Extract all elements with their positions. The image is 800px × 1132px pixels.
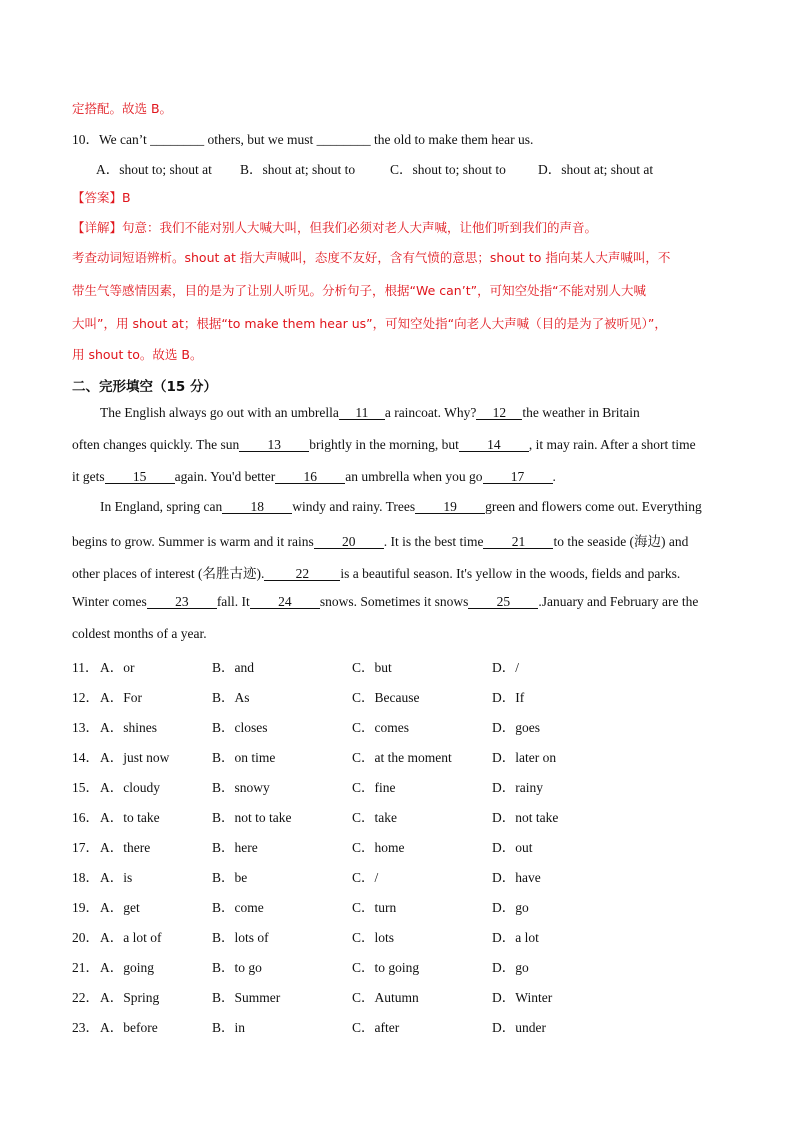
passage-text: the weather in Britain (522, 405, 640, 420)
passage-line-4 (100, 499, 702, 515)
question-number: 13． (72, 720, 99, 735)
question-option: A．is (100, 870, 133, 885)
question-option: A．before (100, 1020, 158, 1035)
passage-text: again. You'd better (174, 469, 276, 484)
q10-detail-line-5: 用 shout to。故选 B。 (72, 347, 203, 362)
question-number: 23． (72, 1020, 99, 1035)
question-option: A．going (100, 960, 154, 975)
question-option: B．As (212, 690, 250, 705)
passage-text: green and flowers come out. Everything (485, 499, 702, 514)
q10-option-d: D．shout at; shout at (538, 162, 654, 177)
question-option: A．a lot of (100, 930, 162, 945)
q10-detail-line-3: 带生气等感情因素，目的是为了让别人听见。分析句子，根据“We can’t”，可知空处指“不能对别人大喊 (72, 283, 647, 298)
question-number: 22． (72, 990, 99, 1005)
passage-text: The English always go out with an umbrella (100, 405, 339, 420)
blank-13: 13 (239, 438, 309, 452)
section-title: 二、完形填空（15 分） (72, 379, 217, 395)
passage-text: . It is the best time (383, 534, 484, 549)
q10-option-c: C．shout to; shout to (390, 162, 506, 177)
question-option: D．If (492, 690, 525, 705)
question-option: A．or (100, 660, 135, 675)
question-option: D．rainy (492, 780, 543, 795)
question-option: C．/ (352, 870, 379, 885)
question-option: B．Summer (212, 990, 281, 1005)
question-number: 16． (72, 810, 99, 825)
question-option: B．in (212, 1020, 246, 1035)
question-10-stem: 10．We can’t ________ others, but we must ________ the old to make them hear us. (72, 132, 534, 147)
question-option: B．closes (212, 720, 268, 735)
passage-text: Winter comes (72, 594, 147, 609)
question-number: 14． (72, 750, 99, 765)
question-option: C．after (352, 1020, 400, 1035)
passage-text: an umbrella when you go (345, 469, 483, 484)
passage-text: is a beautiful season. It's yellow in the woods, fields and parks. (340, 566, 681, 581)
question-option: D．a lot (492, 930, 539, 945)
question-option: C．Because (352, 690, 420, 705)
question-option: D．/ (492, 660, 519, 675)
passage-line-8: coldest months of a year. (72, 626, 207, 641)
q10-detail-line-4: 大叫”，用 shout at；根据“to make them hear us”，可知空处指“向老人大声喊（目的是为了被听见）”， (72, 316, 667, 331)
blank-24: 24 (250, 595, 320, 609)
question-option: B．here (212, 840, 258, 855)
blank-14: 14 (459, 438, 529, 452)
q10-detail-line-1: 【详解】句意：我们不能对别人大喊大叫，但我们必须对老人大声喊，让他们听到我们的声音。 (72, 220, 598, 235)
passage-text: to the seaside (海边) and (553, 534, 689, 549)
q10-option-a: A．shout to; shout at (96, 162, 212, 177)
question-option: A．to take (100, 810, 160, 825)
question-number: 19． (72, 900, 99, 915)
blank-20: 20 (314, 535, 384, 549)
question-option: D．Winter (492, 990, 553, 1005)
question-option: C．fine (352, 780, 396, 795)
question-option: D．goes (492, 720, 540, 735)
passage-text: begins to grow. Summer is warm and it rains (72, 534, 314, 549)
blank-12: 12 (476, 406, 522, 420)
blank-21: 21 (483, 535, 553, 549)
question-option: D．under (492, 1020, 546, 1035)
passage-line-3 (72, 469, 556, 485)
question-option: A．Spring (100, 990, 160, 1005)
question-number: 17． (72, 840, 99, 855)
question-option: C．lots (352, 930, 395, 945)
question-option: B．not to take (212, 810, 292, 825)
question-option: B．lots of (212, 930, 269, 945)
blank-22: 22 (264, 567, 340, 581)
passage-line-2 (72, 437, 696, 453)
question-option: C．to going (352, 960, 420, 975)
question-number: 20． (72, 930, 99, 945)
blank-25: 25 (468, 595, 538, 609)
question-option: B．and (212, 660, 254, 675)
question-option: C．take (352, 810, 397, 825)
passage-line-7 (72, 594, 698, 610)
blank-19: 19 (415, 500, 485, 514)
question-option: D．later on (492, 750, 557, 765)
question-option: D．out (492, 840, 533, 855)
question-option: A．shines (100, 720, 157, 735)
blank-16: 16 (275, 470, 345, 484)
question-option: C．comes (352, 720, 409, 735)
question-option: A．there (100, 840, 151, 855)
question-option: C．but (352, 660, 392, 675)
passage-line-1 (100, 405, 640, 421)
passage-text: In England, spring can (100, 499, 223, 514)
q10-detail-line-2: 考查动词短语辨析。shout at 指大声喊叫，态度不友好，含有气愤的意思；shout to 指向某人大声喊叫，不 (72, 250, 671, 265)
question-number: 21． (72, 960, 99, 975)
question-option: B．come (212, 900, 264, 915)
passage-text: fall. It (216, 594, 250, 609)
question-option: A．get (100, 900, 140, 915)
blank-17: 17 (483, 470, 553, 484)
question-option: B．on time (212, 750, 276, 765)
passage-text: often changes quickly. The sun (72, 437, 240, 452)
question-number: 15． (72, 780, 99, 795)
question-option: A．just now (100, 750, 170, 765)
explanation-continuation: 定搭配。故选 B。 (72, 101, 173, 116)
blank-23: 23 (147, 595, 217, 609)
passage-text: a raincoat. Why? (384, 405, 477, 420)
passage-line-6 (72, 562, 680, 582)
question-option: C．turn (352, 900, 397, 915)
passage-text: .January and February are the (538, 594, 699, 609)
passage-text: other places of interest (名胜古迹). (72, 566, 265, 581)
question-option: D．go (492, 900, 529, 915)
blank-15: 15 (105, 470, 175, 484)
question-number: 18． (72, 870, 99, 885)
blank-18: 18 (222, 500, 292, 514)
passage-text: snows. Sometimes it snows (319, 594, 469, 609)
passage-line-5 (72, 530, 688, 550)
blank-11: 11 (339, 406, 385, 420)
question-option: C．Autumn (352, 990, 419, 1005)
q10-option-b: B．shout at; shout to (240, 162, 356, 177)
question-option: A．cloudy (100, 780, 160, 795)
question-option: C．home (352, 840, 405, 855)
question-option: D．have (492, 870, 541, 885)
question-number: 11． (72, 660, 99, 675)
q10-answer: 【答案】B (72, 190, 131, 205)
question-option: B．to go (212, 960, 262, 975)
passage-text: it gets (72, 469, 105, 484)
passage-text: windy and rainy. Trees (292, 499, 416, 514)
question-option: D．not take (492, 810, 559, 825)
passage-text: . (552, 469, 556, 484)
passage-text: , it may rain. After a short time (528, 437, 696, 452)
question-option: C．at the moment (352, 750, 452, 765)
question-option: D．go (492, 960, 529, 975)
question-option: B．snowy (212, 780, 270, 795)
question-option: A．For (100, 690, 143, 705)
question-number: 12． (72, 690, 99, 705)
question-option: B．be (212, 870, 248, 885)
passage-text: brightly in the morning, but (309, 437, 459, 452)
